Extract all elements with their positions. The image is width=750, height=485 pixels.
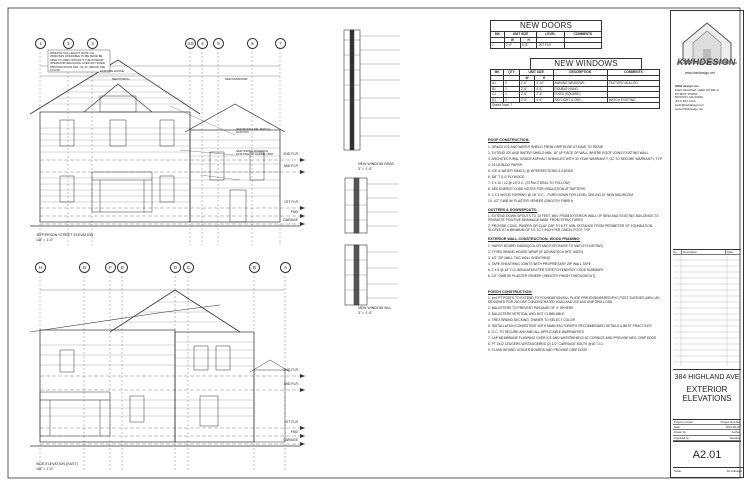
door-schedule-table (490, 31, 602, 49)
new-mudroom-label: NEW MUDROOM (225, 77, 248, 81)
table-row: D1 2 2'-0" 4'-6" SKYLIGHT (LOW) MATCH EXISTING (491, 97, 660, 103)
window-col-comments: COMMENTS (607, 70, 659, 76)
porch-note: 7. LAP MEMBRANE FLASHING OVER ICE AND WATERSHIELD AT CORNICE AND PROVIDE MFG. DRIP EDGE (488, 336, 657, 340)
bottom-elevation-title: SIDE ELEVATION (EAST) (36, 462, 78, 466)
sheet-number: A2.01 (673, 441, 741, 468)
window-sill-scale: 3" = 1'-0" (358, 311, 373, 315)
grid-bubble-6: 6 (247, 38, 258, 49)
porch-note: 9. FLASH BEHIND LEDGER BOARDS AND PROVIDE DRIP EDGE (488, 348, 588, 352)
project-title-area (673, 369, 741, 420)
wall-note: 4. TAPE SHEATHING JOINTS WITH PROPRIETARY ZIP WALL TAPE (488, 261, 591, 266)
doors-title: NEW DOORS (490, 20, 602, 32)
bottom-elevation-scale: 1/8" = 1'-0" (36, 467, 54, 471)
level-fnd-top: FND (290, 210, 298, 214)
scale-row (673, 467, 743, 474)
door-col-mk: MK (491, 32, 505, 38)
grid-bubble-A: A (280, 262, 291, 273)
grid-bubble-7: 7 (275, 38, 286, 49)
door-col-w: W (504, 37, 520, 43)
level-1st-flr-top: 1ST FLR (284, 200, 298, 204)
roof-callout: NEW ROOF LINE: MATCH EXISTING (236, 127, 270, 135)
wall-note: 2. TYVEK BRAND HOUSE WRAP (IF ADVANTECH NOT USED) (488, 249, 584, 254)
porch-note: 8. PT 2x12 LEDGERS W/STAGGERED (2) 1/2" CARRIAGE BOLTS @16" O.C. (488, 342, 604, 346)
window-unit-size: UNIT SIZE (519, 70, 553, 76)
gutter-note: 1. EXTEND DOWN SPOUTS TO 10 FEET, MIN. FROM EXTERIOR WALL OF NEW AND EXISTING BUILDINGS TO PROMOTE POSITIVE DRAINAGE AWAY FROM STRUCTURES (488, 214, 659, 222)
grid-bubble-F: F (105, 262, 116, 273)
gutter-note: 2. PROVIDE CONC. PAVERS OR CLAY CAP TO 6 FT. MIN. DISTANCE FROM PERIMETER OF FOUNDATION SLOPED AT A MINIMUM OF 1/2 TO 1 INCH PER LINEAL FOOT. TYP. (488, 224, 653, 232)
window-head-scale: 3" = 1'-0" (358, 167, 373, 171)
wall-note: 3. 1/2" ZIP WALL T&G WALL SHEATHING (488, 255, 551, 260)
window-sill-title: NEW WINDOW SILL (358, 306, 392, 310)
roof-note: 1. GRACE ICE AND WATER SHIELD FROM DRIP EDGE AT EAVE TO RIDGE (488, 144, 604, 149)
windows-title: NEW WINDOWS (530, 58, 642, 70)
logo-text: KWHDESIGN (677, 57, 736, 67)
level-2nd-flr-top: 2ND FLR (283, 152, 298, 156)
porch-heading: PORCH CONSTRUCTION: (488, 289, 533, 294)
porch-note: 1. 4x4 PT POSTS TO EXTEND TO FOUNDATION/SILL PLATE PRE-ENGINEERED/PVC POST SLEEVES (MIN.) AS DESIGNED FOR 200 LBS CONCENTRATED LOAD AND 200 LBS UNIFORM LOAD (488, 296, 660, 304)
door-col-h: H (521, 37, 537, 43)
project-name: 384 HIGHLAND AVE (674, 374, 740, 381)
grid-bubble-5: 5 (213, 38, 224, 49)
window-grand-total: Grand Total: 7 (491, 103, 660, 109)
grid-bubble-C: C (183, 262, 194, 273)
scale-value: As indicated (726, 469, 742, 473)
siding-callout: NEW SIDING TO MATCH EXISTING, W/ HARDIE TRIM (236, 149, 273, 157)
door-col-comments: COMMENTS (564, 32, 601, 38)
top-elevation-scale: 1/8" = 1'-0" (36, 238, 54, 242)
project-meta: Project number Project Number Date 2014-05-18 Drawn by Author Checked by Checker (674, 420, 740, 440)
window-schedule-table (490, 69, 660, 109)
level-garage-bottom: GARAGE (283, 438, 298, 442)
level-mid-flr-bottom: MID FLR (284, 382, 298, 386)
wall-heading: EXTERIOR WALL CONSTRUCTION: WOOD FRAMING: (488, 237, 581, 241)
level-garage-top: GARAGE (283, 218, 298, 222)
level-1st-flr-bottom: 1ST FLR (284, 420, 298, 424)
roof-note: 2. EXTEND ICE AND WATER SHIELD MIN. 18" UP FACE OF WALL WHERE ROOF JOINS EXISTING WALL (488, 150, 649, 155)
wall-note: 1. HARDY BOARD SIDING(COLOR AND EXPOSURE TO MATCH EXISTING) (488, 243, 603, 248)
grid-bubble-1: 1 (35, 38, 46, 49)
kwh-logo-icon (673, 13, 741, 81)
level-fnd-bottom: FND (290, 430, 298, 434)
window-col-qty: QTY (504, 70, 520, 76)
grid-bubble-2: 2 (63, 38, 74, 49)
scale-label: Scale (674, 469, 681, 473)
door-unit-size: UNIT SIZE (504, 32, 536, 38)
level-mid-flr-top: MID FLR (284, 164, 298, 168)
roof-note: 4. 15 LB BLDG PAPER (488, 162, 523, 167)
wall-note: 5. 2 X 6 @ 16" O.C.INSULATION PER STRETCH ENERGY CODE SUMMARY (488, 267, 604, 272)
grid-bubble-B: B (249, 262, 260, 273)
porch-note: 5. INSTALLATION CONSISTENT WITH MANUFACTURER'S RECOMMENDED DETAILS & BEST PRACTICES (488, 324, 652, 328)
rev-desc-header: Description (682, 250, 726, 254)
roof-note: 8. SEE ENERGY CODE NOTES FOR INSULATION AT RAFTERS (488, 186, 586, 191)
grid-bubble-3-8: 3.8 (185, 38, 196, 49)
window-col-h: H (535, 75, 553, 81)
window-head-title: NEW WINDOW HEAD (358, 162, 395, 166)
new-porch-label: NEW PORCH (112, 77, 130, 81)
roof-note: 7. 2 X 10 / 12 @ 16"O.C. (STRUCTURAL TO FOLLOW) (488, 180, 570, 185)
roof-note: 6. 5/8" T & G PLYWOOD (488, 174, 525, 179)
gutters-heading: GUTTERS & DOWNSPOUTS: (488, 207, 538, 212)
window-col-w: W (519, 75, 534, 81)
porch-note: 4. TREX BRAND DECKING, OWNER TO SELECT COLOR (488, 318, 575, 322)
door-col-level: LEVEL (537, 32, 564, 38)
grid-bubble-D: D (170, 262, 181, 273)
top-elevation-title: JEFFERSON STREET ELEVATION (36, 233, 94, 237)
grid-bubble-3: 3 (87, 38, 98, 49)
window-col-desc: DESCRIPTION (553, 70, 607, 76)
roof-heading: ROOF CONSTRUCTION: (488, 138, 530, 142)
window-col-mk: MK (491, 70, 504, 76)
firm-info: KWH design, inc. Keith Hirschfeld, LEED AP BD+C PO BOX 370663 BOSTON, MA 02300 (617) 913-4714 keith@kwhdesign.net www.KWHdesign.net (675, 84, 720, 111)
level-2nd-flr-bottom: 2ND FLR (283, 368, 298, 372)
existing-house-label: EXISTING HOUSE (100, 69, 124, 73)
porch-note: 6. O.C. TO SECURE ANY AND ALL APPLICABLE WARRANTIES (488, 330, 584, 334)
wall-note: 6. 1/2" GWB W/ PLASTER VENEER (SMOOTH FINISH THROUGHOUT) (488, 273, 596, 278)
title-block (670, 10, 744, 478)
table-row: C1 1 2'-6" 2'-5" FIXED (SQUARE) (491, 92, 660, 98)
grid-bubble-E: E (117, 262, 128, 273)
roof-note: 3. ARCHITECTURAL GRADE ASPHALT SHINGLES WITH 30 YEAR WARRANTY, GC TO SECURE WARRANTY, TYP. (488, 156, 663, 161)
rev-no-header: No. (673, 250, 682, 254)
construction-notes (488, 138, 663, 354)
revision-table (673, 249, 741, 368)
grid-bubble-H: H (35, 262, 46, 273)
grid-bubble-G: G (79, 262, 90, 273)
window-sill-note: WINDOW SILL HEIGHT NOTE: ALL WINDOWS OPERABLE TO BE MADE BE ABLE TO OPEN WITHOUT THE WINDOW OPERATOR REACHING OVER ANY FIXED OBSTRUCTIONS MIN. OF 24" ABOVE THE FLOOR (50, 51, 106, 73)
table-row: B1 1 2'-6" 4'-6" DOUBLE HUNG (491, 86, 660, 92)
roof-note: 5. ICE & WATER SHIELD @ INTERSECTIONS & EDGES (488, 168, 574, 173)
rev-date-header: Date (727, 250, 733, 254)
sheet-name: EXTERIOR ELEVATIONS (682, 385, 732, 403)
table-row: A1 2 2'-6" 4'-10" AWNING WINDOWS FACTORY MULLED (491, 81, 660, 87)
porch-note: 3. BALUSTERS VERTICAL AND NOT CLIMB-ABLE (488, 312, 565, 316)
roof-note: 9. 1 X 2 WOOD FURRING @ 16" O.C. - FURR DOWN FOR LEVEL CEILING AT NEW MUDROOM (488, 192, 633, 197)
porch-note: 2. BALUSTERS TO PREVENT PASSAGE OF 4" SPHERE (488, 306, 574, 310)
logo-url: www.kwhdesign.net (685, 71, 715, 75)
grid-bubble-4: 4 (197, 38, 208, 49)
roof-note: 10. 1/2" GWB W/ PLASTER VENEER (SMOOTH FINISH) (488, 198, 573, 203)
table-row: 1 2'-0" 6'-8" 1ST FLR (491, 43, 602, 49)
